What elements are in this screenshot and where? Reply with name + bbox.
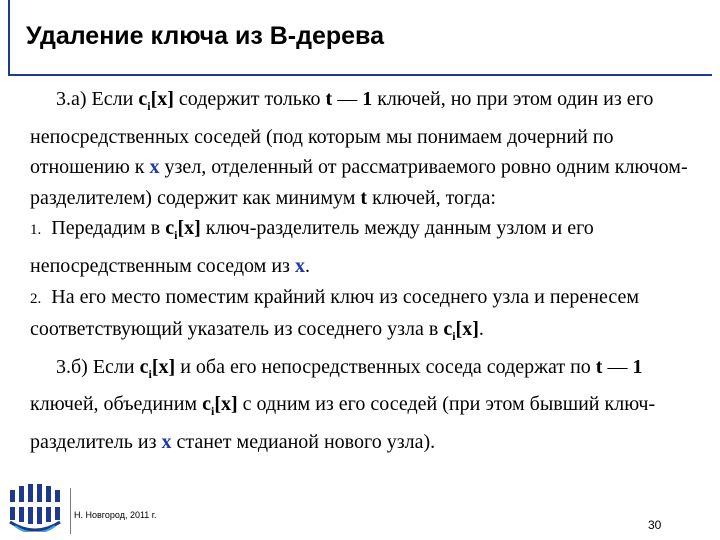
slide-body [30, 84, 706, 458]
title-underline [8, 74, 712, 76]
list-item-1: 1. Передадим в $c_i[x]$ ключ-разделитель между данным узлом и его непосредственным соседом из x. [30, 217, 594, 277]
page-number: 30 [648, 518, 662, 532]
footer-divider [70, 488, 71, 534]
footer-location: Н. Новгород, 2011 г. [74, 510, 157, 520]
list-number: 1. [30, 222, 42, 239]
title-accent-bar [8, 0, 10, 76]
paragraph-3b: 3.б) Если $c_i[x]$ и оба его непосредственных соседа содержат по t — 1 ключей, объединим $c_i[x]$ с одним из его соседей (при этом бывший ключ-разделитель из x станет медианой нового узла). [30, 355, 656, 453]
paragraph-3a: 3.а) Если $c_i[x]$ содержит только t — 1 ключей, но при этом один из его непосредственных соседей (под которым мы понимаем дочерний по отношению к x узел, отделенный от рассматриваемого ровно одним ключом-разделителем) содержит как минимум t ключей, тогда: [30, 88, 688, 209]
slide-title: Удаление ключа из B-дерева [26, 22, 384, 50]
unn-logo-icon [6, 482, 62, 532]
list-number: 2. [30, 290, 42, 307]
list-item-2: 2. На его место поместим крайний ключ из соседнего узла и перенесем соответствующий указатель из соседнего узла в $c_i[x]$. [30, 285, 640, 344]
